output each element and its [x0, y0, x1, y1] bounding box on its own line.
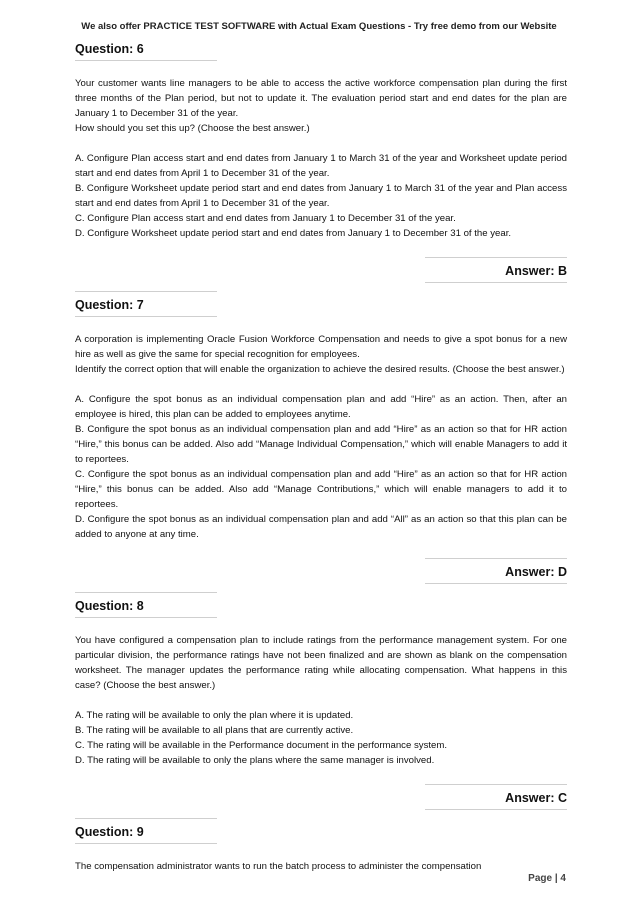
page-header: We also offer PRACTICE TEST SOFTWARE with Actual Exam Questions - Try free demo from our Website — [81, 21, 557, 32]
question-9-title: Question: 9 — [75, 818, 217, 844]
question-8-answer: Answer: C — [425, 784, 567, 810]
question-6-title: Question: 6 — [75, 35, 217, 61]
page-number: Page | 4 — [528, 873, 566, 884]
question-6-option-d: D. Configure Worksheet update period start and end dates from January 1 to December 31 of the year. — [75, 228, 512, 239]
question-7-stem-1: A corporation is implementing Oracle Fusion Workforce Compensation and needs to give a spot bonus for a new hire as well as give the same for special recognition for employees. — [75, 334, 567, 360]
question-8-title: Question: 8 — [75, 592, 217, 618]
question-7-option-b: B. Configure the spot bonus as an individual compensation plan and add “Hire” as an action so that for HR action “Hire,” this bonus can be added. Also add “Manage Individual Compensation,” which will enable Managers to add it to reportees. — [75, 424, 567, 465]
page-content — [75, 35, 567, 874]
question-8-option-c: C. The rating will be available in the Performance document in the performance system. — [75, 740, 448, 751]
question-7-title: Question: 7 — [75, 291, 217, 317]
question-7-option-c: C. Configure the spot bonus as an individual compensation plan and add “Hire” as an action so that for HR action “Hire,” this bonus can be added. Also add “Manage Contributions,” which will enable managers to add it to reportees. — [75, 469, 567, 510]
question-7-stem-2: Identify the correct option that will enable the organization to achieve the desired results. (Choose the best answer.) — [75, 364, 565, 375]
question-6-option-c: C. Configure Plan access start and end dates from January 1 to December 31 of the year. — [75, 213, 456, 224]
question-8-option-b: B. The rating will be available to all plans that are currently active. — [75, 725, 354, 736]
question-6-option-b: B. Configure Worksheet update period start and end dates from January 1 to March 31 of the year and Plan access start and end dates from April 1 to December 31 of the year. — [75, 183, 567, 209]
question-8-option-a: A. The rating will be available to only the plan where it is updated. — [75, 710, 354, 721]
question-8-stem-1: You have configured a compensation plan to include ratings from the performance management system. For one particular division, the performance ratings have not been finalized and are shown as blank on the compensation worksheet. The manager updates the performance rating while allocating compensation. What happens in this case? (Choose the best answer.) — [75, 635, 567, 691]
question-7-option-d: D. Configure the spot bonus as an individual compensation plan and add “All” as an action so that this plan can be added to anyone at any time. — [75, 514, 567, 540]
question-7-answer: Answer: D — [425, 558, 567, 584]
question-8-option-d: D. The rating will be available to only the plans where the same manager is involved. — [75, 755, 435, 766]
question-6-stem-1: Your customer wants line managers to be able to access the active workforce compensation plan during the first three months of the Plan period, but not to update it. The evaluation period start and end dates for the plan are January 1 to December 31 of the year. — [75, 78, 567, 119]
question-6-stem-2: How should you set this up? (Choose the best answer.) — [75, 123, 310, 134]
question-7-option-a: A. Configure the spot bonus as an individual compensation plan and add “Hire” as an action. Then, after an employee is hired, this plan can be added to employees anytime. — [75, 394, 567, 420]
question-6-answer: Answer: B — [425, 257, 567, 283]
question-6-option-a: A. Configure Plan access start and end dates from January 1 to March 31 of the year and Worksheet update period start and end dates from April 1 to December 31 of the year. — [75, 153, 567, 179]
question-9-stem-1: The compensation administrator wants to run the batch process to administer the compensation — [75, 861, 482, 872]
